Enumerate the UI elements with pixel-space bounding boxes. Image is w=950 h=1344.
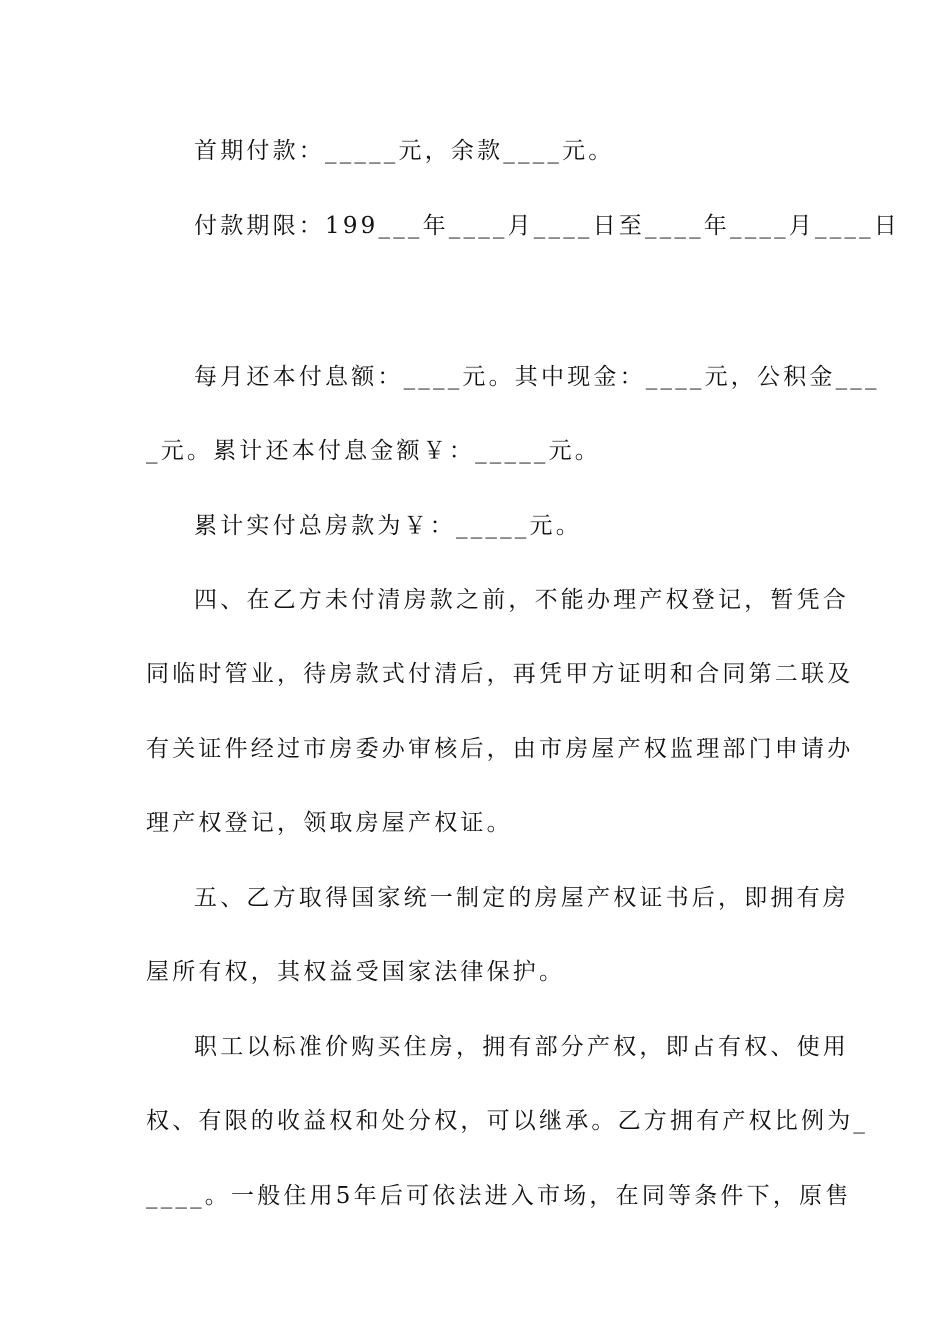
clause-four-line-3: 有关证件经过市房委办审核后，由市房屋产权监理部门申请办 bbox=[146, 736, 854, 762]
monthly-repayment-line: 每月还本付息额：____元。其中现金：____元，公积金___ bbox=[194, 364, 880, 390]
first-payment-line: 首期付款：_____元，余款____元。 bbox=[194, 138, 615, 164]
employee-rights-line-1: 职工以标准价购买住房，拥有部分产权，即占有权、使用 bbox=[194, 1034, 849, 1060]
clause-five-line-1: 五、乙方取得国家统一制定的房屋产权证书后，即拥有房 bbox=[194, 885, 849, 911]
clause-four-line-2: 同临时管业，待房款式付清后，再凭甲方证明和合同第二联及 bbox=[146, 661, 854, 687]
cumulative-repayment-line: _元。累计还本付息金额￥：_____元。 bbox=[146, 438, 601, 464]
employee-rights-line-2: 权、有限的收益权和处分权，可以继承。乙方拥有产权比例为_ bbox=[146, 1108, 869, 1134]
clause-four-line-4: 理产权登记，领取房屋产权证。 bbox=[146, 810, 513, 836]
total-paid-line: 累计实付总房款为￥：_____元。 bbox=[194, 513, 582, 539]
clause-four-line-1: 四、在乙方未付清房款之前，不能办理产权登记，暂凭合 bbox=[194, 587, 849, 613]
clause-five-line-2: 屋所有权，其权益受国家法律保护。 bbox=[146, 959, 566, 985]
payment-term-line: 付款期限：199___年____月____日至____年____月____日 bbox=[194, 213, 900, 239]
employee-rights-line-3: ____。一般住用5年后可依法进入市场，在同等条件下，原售 bbox=[146, 1183, 852, 1209]
